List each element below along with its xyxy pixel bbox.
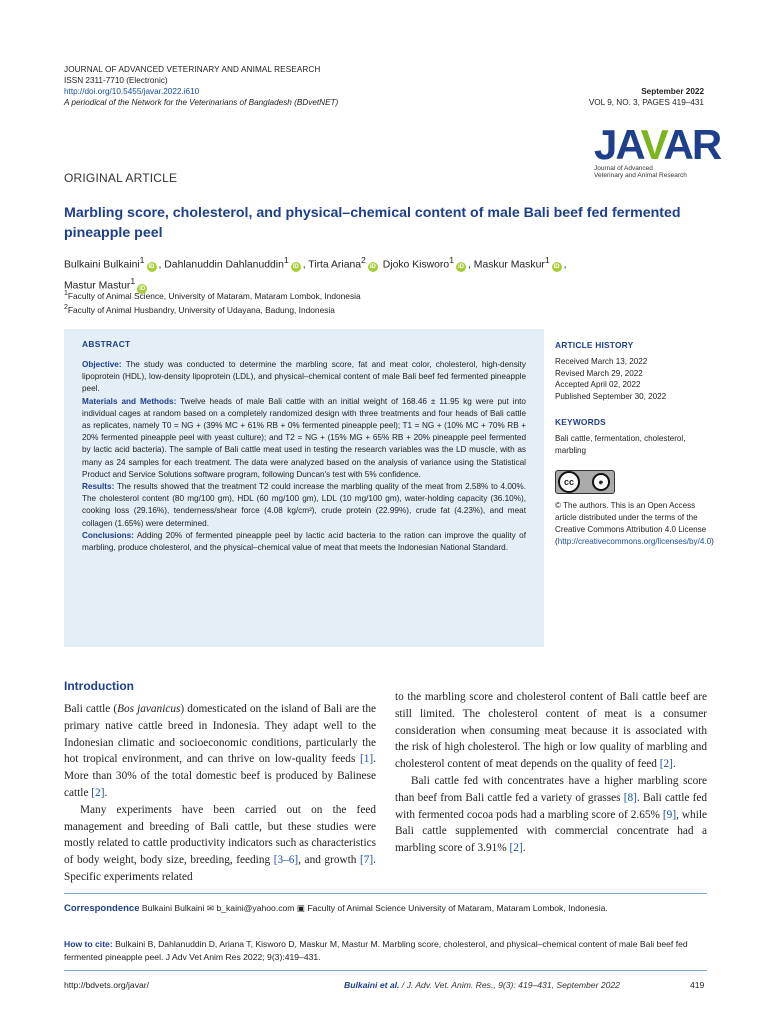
orcid-icon[interactable]: iD <box>292 264 299 271</box>
received-date: Received March 13, 2022 <box>555 356 648 366</box>
keywords-text: Bali cattle, fermentation, cholesterol, marbling <box>555 433 686 455</box>
footer-url[interactable]: http://bdvets.org/javar/ <box>64 980 150 990</box>
javar-logo <box>594 121 721 185</box>
orcid-icon[interactable]: iD <box>369 264 376 271</box>
intro-paragraph: Bali cattle fed with concentrates have a higher marbling score than beef from Bali cattle fed a variety of grasses [8]. Bali cattle fed with fermented cocoa pods had a marbling score of 2.65% [9], while Bali cattle supplemented with commercial concentrate had a marbling score of 3.91% [2]. <box>395 774 707 855</box>
page-number: 419 <box>690 980 705 990</box>
author: Bulkaini Bulkaini <box>64 259 140 271</box>
cc-icon: cc <box>558 471 580 493</box>
journal-issn: ISSN 2311-7710 (Electronic) <box>64 76 168 85</box>
correspondence-label: Correspondence <box>64 903 140 914</box>
article-title: Marbling score, cholesterol, and physical–chemical content of male Bali beef fed fermented pineapple peel <box>64 205 681 241</box>
issue-info <box>589 86 704 108</box>
cc-by-license-icon[interactable] <box>555 470 615 494</box>
address-icon: ▣ <box>296 903 305 913</box>
author: Mastur Mastur <box>64 280 131 292</box>
journal-header <box>64 64 338 108</box>
footer-citation: Bulkaini et al. / J. Adv. Vet. Anim. Res., 9(3): 419–431, September 2022 <box>344 980 620 990</box>
correspondence <box>64 902 707 915</box>
abstract-conclusions: Conclusions: Adding 20% of fermented pineapple peel by lactic acid bacteria to the ration can improve the quality of marbling, produce cholesterol, and the physical–chemical value of meat that meets the Indonesian National Standard. <box>82 530 526 553</box>
citation-link[interactable]: [3–6] <box>273 854 299 867</box>
author: Dahlanuddin Dahlanuddin <box>164 259 284 271</box>
citation-link[interactable]: [8] <box>623 791 637 804</box>
author: Tirta Ariana <box>308 259 362 271</box>
author: Maskur Maskur <box>473 259 545 271</box>
by-label: BY <box>601 482 608 489</box>
body-column-left <box>64 701 376 886</box>
intro-heading: Introduction <box>64 679 134 693</box>
issue-date: September 2022 <box>641 87 704 96</box>
abstract-heading: ABSTRACT <box>82 339 131 349</box>
how-to-cite <box>64 938 707 964</box>
abstract-box <box>64 329 544 647</box>
orcid-icon[interactable]: iD <box>553 264 560 271</box>
correspondence-name: Bulkaini Bulkaini <box>141 903 205 913</box>
intro-paragraph: Many experiments have been carried out on the feed management and breeding of Bali cattle, but these studies were mostly related to cattle productivity indicators such as characteristics of body weight, body size, breeding, feeding [3–6], and growth [7]. Specific experiments related <box>64 803 376 883</box>
published-date: Published September 30, 2022 <box>555 392 667 402</box>
accepted-date: Accepted April 02, 2022 <box>555 380 641 390</box>
citation-link[interactable]: [9] <box>662 808 677 821</box>
revised-date: Revised March 29, 2022 <box>555 368 643 378</box>
issue-volume: VOL 9, NO. 3, PAGES 419–431 <box>588 98 704 107</box>
doi-link[interactable]: http://doi.org/10.5455/javar.2022.i610 <box>64 87 200 96</box>
license-link[interactable]: http://creativecommons.org/licenses/by/4.0 <box>557 536 712 546</box>
intro-paragraph: to the marbling score and cholesterol content of Bali cattle beef are still limited. The cholesterol content of meat is a consumer consideration when consuming meat because it is associated with the risk of high cholesterol. The high or low quality of marbling and cholesterol content of meat depends on the quality of feed [2]. <box>395 691 707 771</box>
correspondence-address: Faculty of Animal Science University of Mataram, Mataram Lombok, Indonesia. <box>307 903 608 913</box>
keywords-heading: KEYWORDS <box>555 416 606 427</box>
article-sidebar <box>555 340 714 548</box>
howto-text: Bulkaini B, Dahlanuddin D, Ariana T, Kisworo D, Maskur M, Mastur M. Marbling score, cholesterol, and physical–chemical content of male Bali beef fed fermented pineapple peel. J Adv Vet Anim Res 2022; 9(3):419–431. <box>64 939 688 962</box>
affiliations: $^1$Faculty of Animal Science, University of Mataram, Mataram Lombok, Indonesia $^2$Faculty of Animal Husbandry, University of Udayana, Badung, Indonesia <box>64 290 361 315</box>
orcid-icon[interactable]: iD <box>458 264 465 271</box>
citation-link[interactable]: [2] <box>91 786 105 799</box>
author: Djoko Kisworo <box>382 259 450 271</box>
journal-periodical: A periodical of the Network for the Veterinarians of Bangladesh (BDvetNET) <box>64 98 339 107</box>
abstract-methods: Materials and Methods: Twelve heads of male Bali cattle with an initial weight of 168.46 ± 11.95 kg were put into individual cages at random based on a completely randomized design with three treatments and four heads of Bali cattle as replicates, namely T0 = NG + (39% MC + 61% RB + 0% fermented pineapple peel); T1 = NG + (10% MC + 70% RB + 20% fermented pineapple peel with yeast culture); and T2 = NG + (15% MG + 65% RB + 20% pineapple peel fermented by lactic acid bacteria). The sample of Bali cattle meat used in testing the research variables was the LD muscle, with as many as 24 samples for each treatment. The data were analyzed based on the analysis of variance using the Statistical Product and Service Solutions software program, following Duncan's test with 5% confidence. <box>82 396 526 479</box>
person-icon: ● <box>592 473 610 491</box>
correspondence-email[interactable]: b_kaini@yahoo.com <box>216 903 295 913</box>
logo-subtitle: Journal of Advanced Veterinary and Animal Research <box>594 165 687 179</box>
author-list: Bulkaini Bulkaini$^1$iD , Dahlanuddin Dahlanuddin$^1$iD , Tirta Ariana$^2$iD Djoko Kisworo$^1$iD , Maskur Maskur$^1$iD , Mastur Mastur$^1$iD <box>64 255 567 292</box>
journal-name: JOURNAL OF ADVANCED VETERINARY AND ANIMAL RESEARCH <box>64 65 321 74</box>
divider <box>64 893 707 894</box>
history-heading: ARTICLE HISTORY <box>555 340 634 350</box>
article-type: ORIGINAL ARTICLE <box>64 171 178 185</box>
citation-link[interactable]: [2] <box>659 758 673 771</box>
citation-link[interactable]: [7] <box>359 854 374 867</box>
abstract-objective: Objective: The study was conducted to determine the marbling score, fat and meat color, cholesterol, high-density lipoprotein (HDL), low-density lipoprotein (LDL), and physical–chemical content of male Bali beef fed fermented pineapple peel. <box>82 360 526 394</box>
license-text: © The authors. This is an Open Access article distributed under the terms of the Creative Commons Attribution 4.0 License (http://creativecommons.org/licenses/by/4.0) <box>555 501 714 546</box>
email-icon: ✉ <box>206 903 215 913</box>
citation-link[interactable]: [1] <box>359 753 374 766</box>
citation-link[interactable]: [2] <box>509 842 523 855</box>
body-column-right <box>395 689 707 857</box>
howto-label: How to cite: <box>64 939 113 949</box>
orcid-icon[interactable]: iD <box>148 264 155 271</box>
orcid-icon[interactable]: iD <box>139 285 146 292</box>
abstract-results: Results: The results showed that the treatment T2 could increase the marbling quality of the meat from 2.58% to 4.00%. The cholesterol content (80 mg/100 gm), HDL (60 mg/100 gm), LDL (10 mg/100 gm), water-holding capacity (36.10%), cooking loss (29.16%), tenderness/shear force (4.08 kg/cm²), crude protein (22.99%), crude fat (4.23%), and meat collagen (1.65%) were determined. <box>82 482 526 528</box>
intro-paragraph: Bali cattle (Bos javanicus) domesticated on the island of Bali are the primary native cattle breed in Indonesia. They adapt well to the Indonesian climatic and socioeconomic conditions, particularly the hot tropical environment, and can thrive on low-quality feeds [1]. More than 30% of the total domestic beef is produced by Balinese cattle [2]. <box>64 703 376 799</box>
divider <box>64 970 707 971</box>
logo-word: JAVAR <box>594 121 721 168</box>
